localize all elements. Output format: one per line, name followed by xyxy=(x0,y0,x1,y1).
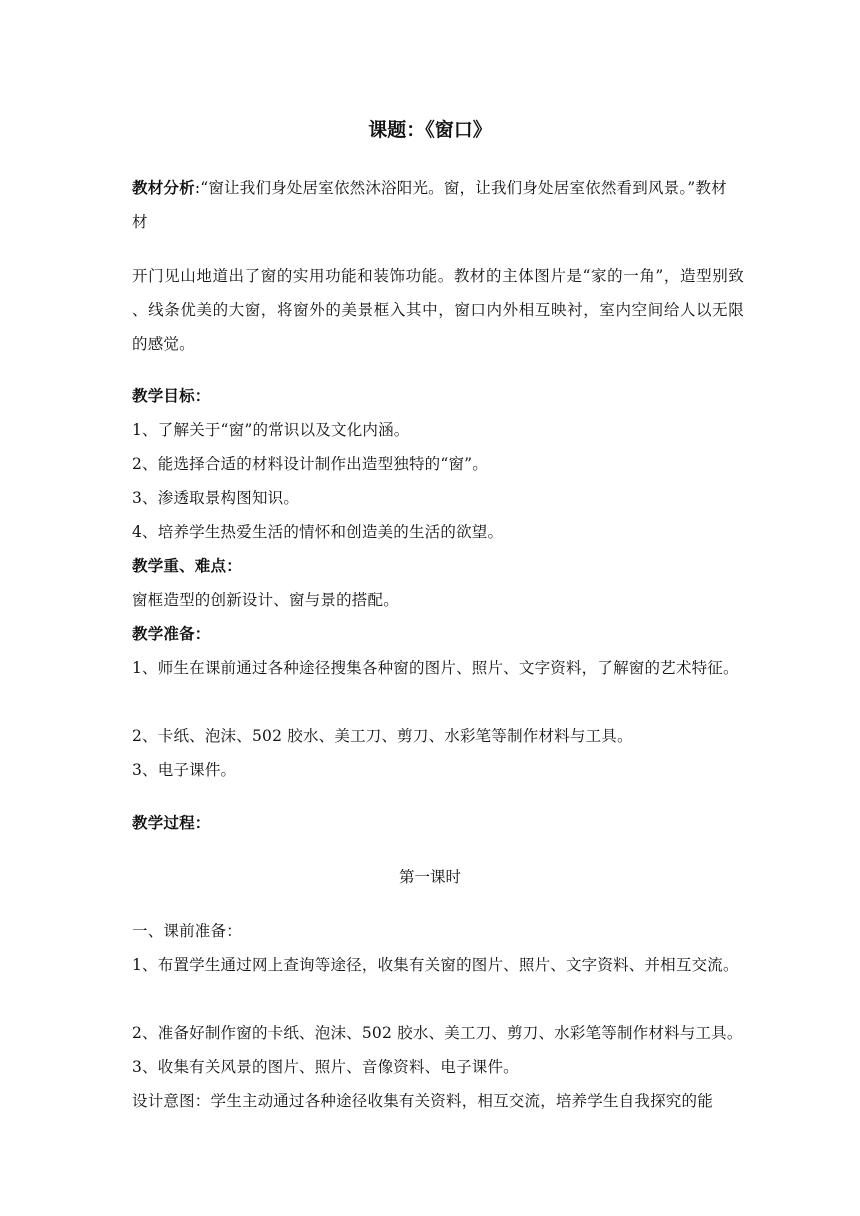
preparation-item-3: 3、电子课件。 xyxy=(132,761,237,779)
lesson-label: 第一课时 xyxy=(398,868,461,886)
page-title: 课题：《窗口》 xyxy=(368,119,492,141)
goal-item-4: 4、培养学生热爱生活的情怀和创造美的生活的欲望。 xyxy=(132,523,504,541)
goals-heading: 教学目标： xyxy=(132,386,211,405)
key-points-text: 窗框造型的创新设计、窗与景的搭配。 xyxy=(132,591,399,609)
pre-class-item-2: 2、准备好制作窗的卡纸、泡沫、502 胶水、美工刀、剪刀、水彩笔等制作材料与工具。 xyxy=(132,1024,743,1042)
goal-item-1: 1、了解关于“窗”的常识以及文化内涵。 xyxy=(132,421,410,439)
pre-class-item-1: 1、布置学生通过网上查询等途径，收集有关窗的图片、照片、文字资料、并相互交流。 xyxy=(132,956,739,974)
process-heading: 教学过程： xyxy=(132,813,211,832)
preparation-item-2: 2、卡纸、泡沫、502 胶水、美工刀、剪刀、水彩笔等制作材料与工具。 xyxy=(132,727,633,745)
goal-item-3: 3、渗透取景构图知识。 xyxy=(132,489,300,507)
analysis-text: :“窗让我们身处居室依然沐浴阳光。窗，让我们身处居室依然看到风景。”教材 xyxy=(194,179,727,197)
analysis-continued-paragraph: 开门见山地道出了窗的实用功能和装饰功能。教材的主体图片是“家的一角”，造型别致 、线条优美的大窗，将窗外的美景框入其中，窗口内外相互映衬，室内空间给人以无限的感觉。 xyxy=(132,267,744,353)
preparation-item-1: 1、师生在课前通过各种途径搜集各种窗的图片、照片、文字资料，了解窗的艺术特征。 xyxy=(132,659,739,677)
preparation-heading: 教学准备： xyxy=(132,624,211,643)
pre-class-item-3: 3、收集有关风景的图片、照片、音像资料、电子课件。 xyxy=(132,1058,519,1076)
goal-item-2: 2、能选择合适的材料设计制作出造型独特的“窗”。 xyxy=(132,455,489,473)
pre-class-heading: 一、课前准备： xyxy=(132,922,242,940)
design-intent: 设计意图：学生主动通过各种途径收集有关资料，相互交流，培养学生自我探究的能 xyxy=(132,1092,713,1110)
analysis-paragraph: 教材分析:“窗让我们身处居室依然沐浴阳光。窗，让我们身处居室依然看到风景。”教材 材 xyxy=(132,178,727,231)
analysis-label: 教材分析 xyxy=(132,178,195,197)
key-points-heading: 教学重、难点： xyxy=(132,556,242,575)
